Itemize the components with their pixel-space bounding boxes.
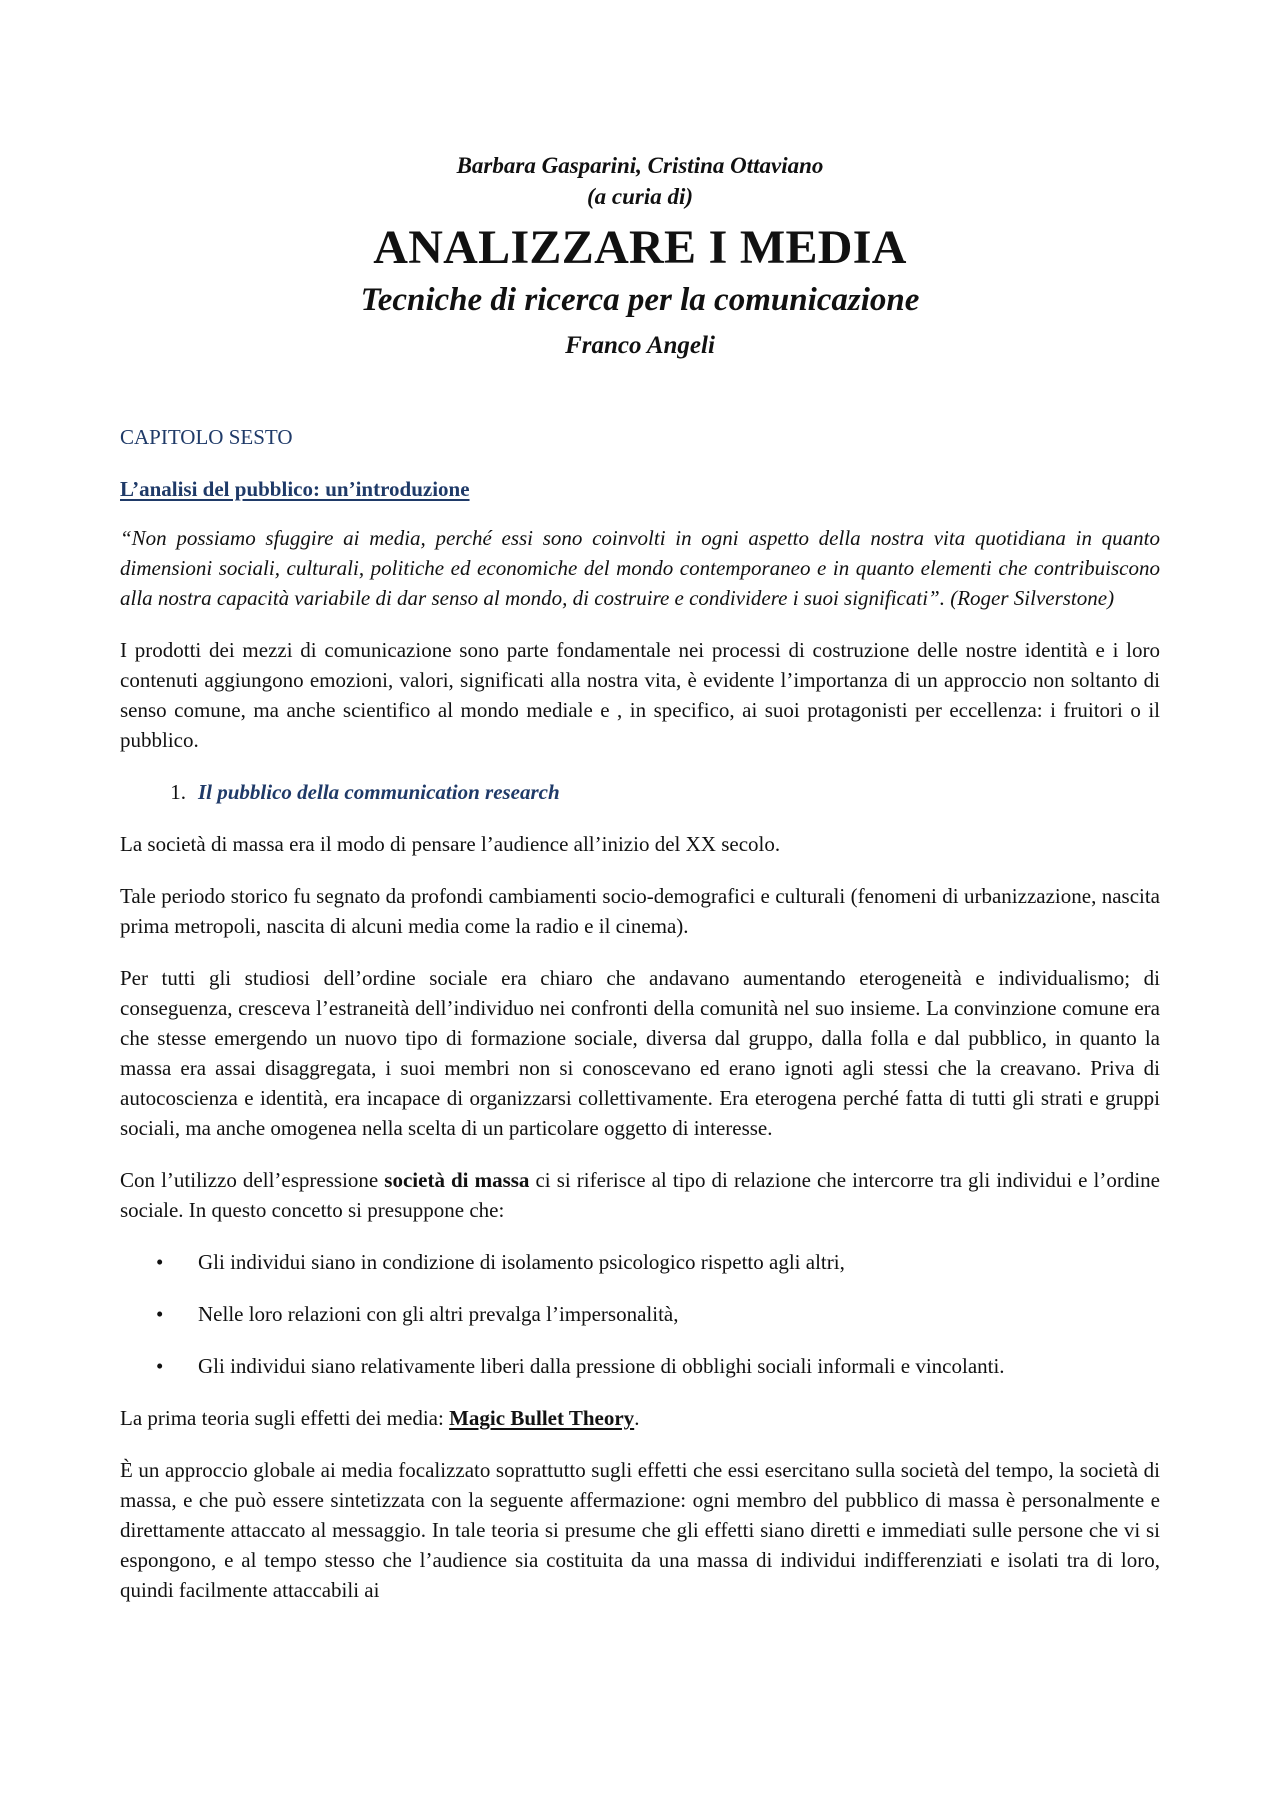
magic-bullet-theory-term: Magic Bullet Theory [449, 1406, 635, 1430]
paragraph-expression-end: ci si riferisce al tipo di relazione che intercorre tra gli individui e l’ordine sociale. In questo concetto si presuppone che: [120, 1168, 1161, 1222]
bullet-icon: • [156, 1250, 164, 1274]
book-authors: Barbara Gasparini, Cristina Ottaviano [456, 153, 824, 178]
paragraph-expression-start: Con l’utilizzo dell’espressione [120, 1168, 385, 1192]
list-item-text: Gli individui siano relativamente liberi dalla pressione di obblighi sociali informali e vincolanti. [198, 1354, 1005, 1378]
book-title: ANALIZZARE I MEDIA [373, 221, 907, 274]
list-item [120, 1299, 1160, 1329]
paragraph-mass-society: La società di massa era il modo di pensare l’audience all’inizio del XX secolo. [120, 832, 781, 856]
list-item-text: Gli individui siano in condizione di isolamento psicologico rispetto agli altri, [198, 1250, 845, 1274]
paragraph-global-approach: È un approccio globale ai media focalizzato soprattutto sugli effetti che essi esercitano sulla società del tempo, la società di massa, e che può essere sintetizzata con la seguente affermazione: ogni membro del pubblico di massa è personalmente e direttamente attaccato al messaggio. In tale teoria si presume che gli effetti siano diretti e immediati sulle persone che vi si espongono, e al tempo stesso che l’audience sia costituita da una massa di individui indifferenziati e isolati tra di loro, quindi facilmente attaccabili ai [120, 1458, 1160, 1602]
assumptions-list [120, 1247, 1160, 1381]
bold-term-mass-society: società di massa [384, 1168, 530, 1192]
heading-number: 1. [170, 780, 186, 804]
intro-paragraph: I prodotti dei mezzi di comunicazione sono parte fondamentale nei processi di costruzione delle nostre identità e i loro contenuti aggiungono emozioni, valori, significati alla nostra vita, è evidente l’importanza di un approccio non soltanto di senso comune, ma anche scientifico al mondo mediale e , in specifico, ai suoi protagonisti per eccellenza: i fruitori o il pubblico. [120, 638, 1160, 752]
list-item-text: Nelle loro relazioni con gli altri prevalga l’impersonalità, [198, 1302, 679, 1326]
numbered-heading [120, 777, 1160, 807]
book-publisher: Franco Angeli [565, 332, 715, 359]
bullet-icon: • [156, 1302, 164, 1326]
paragraph-social-order: Per tutti gli studiosi dell’ordine sociale era chiaro che andavano aumentando eterogeneità e individualismo; di conseguenza, cresceva l’estraneità dell’individuo nei confronti della comunità nel suo insieme. La convinzione comune era che stesse emergendo un nuovo tipo di formazione sociale, diversa dal gruppo, dalla folla e dal pubblico, in quanto la massa era assai disaggregata, i suoi membri non si conoscevano ed erano ignoti agli stessi che la creavano. Priva di autocoscienza e identità, era incapace di organizzarsi collettivamente. Era eterogena perché fatta di tutti gli strati e gruppi sociali, ma anche omogenea nella scelta di un particolare oggetto di interesse. [120, 966, 1160, 1140]
paragraph-historical-period: Tale periodo storico fu segnato da profondi cambiamenti socio-demografici e culturali (fenomeni di urbanizzazione, nascita prima metropoli, nascita di alcuni media come la radio e il cinema). [120, 884, 1160, 938]
editors-note: (a curia di) [586, 184, 694, 209]
paragraph-first-theory-end: . [634, 1406, 640, 1430]
epigraph-quote: “Non possiamo sfuggire ai media, perché essi sono coinvolti in ogni aspetto della nostra vita quotidiana in quanto dimensioni sociali, culturali, politiche ed economiche del mondo contemporaneo e in quanto elementi che contribuiscono alla nostra capacità variabile di dar senso al mondo, di costruire e condividere i suoi significati”. (Roger Silverstone) [120, 526, 1160, 610]
list-item [120, 1351, 1160, 1381]
list-item [120, 1247, 1160, 1277]
heading-text: Il pubblico della communication research [198, 780, 560, 804]
book-header [120, 0, 1160, 364]
paragraph-first-theory [120, 1403, 1160, 1433]
paragraph-expression [120, 1165, 1160, 1225]
book-subtitle: Tecniche di ricerca per la comunicazione [360, 282, 920, 318]
paragraph-first-theory-start: La prima teoria sugli effetti dei media: [120, 1406, 450, 1430]
bullet-icon: • [156, 1354, 164, 1378]
chapter-label: CAPITOLO SESTO [120, 425, 293, 449]
section-title: L’analisi del pubblico: un’introduzione [120, 477, 470, 501]
